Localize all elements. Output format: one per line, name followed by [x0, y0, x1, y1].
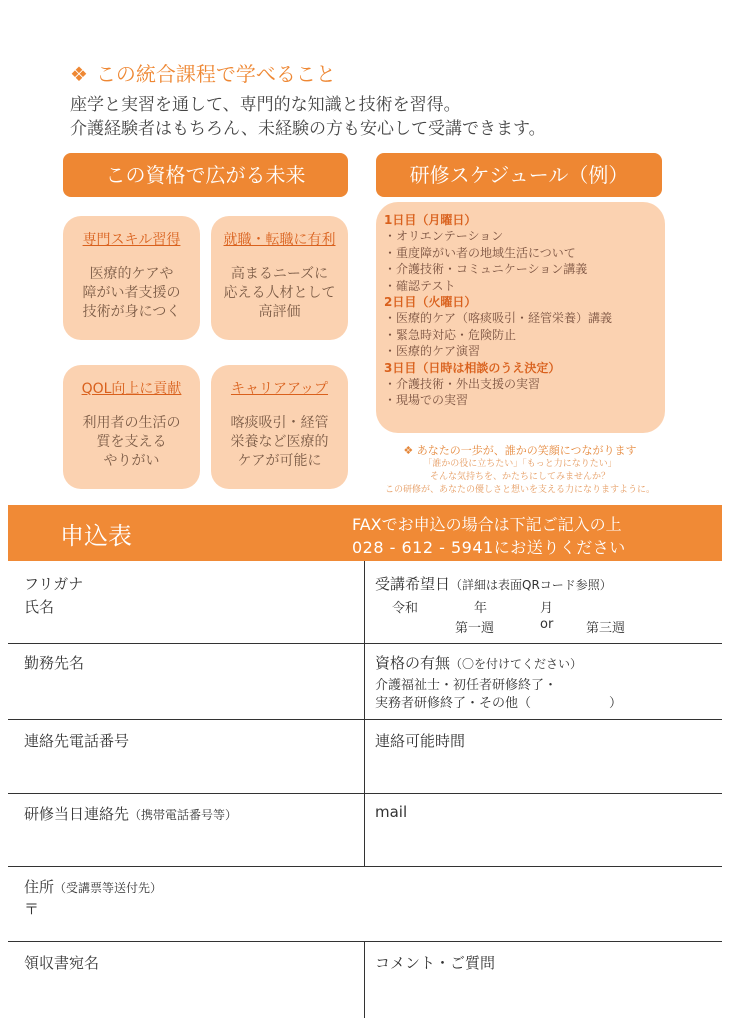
qualification-note: （〇を付けてください）	[450, 657, 583, 671]
qualification-options-2: 実務者研修終了・その他（ ）	[375, 696, 623, 711]
diamond-icon: ❖	[403, 444, 417, 457]
postal-mark: 〒	[24, 900, 40, 918]
week3-option: 第三週	[586, 621, 626, 636]
address-text: 住所	[24, 878, 55, 896]
intro-line-1: 座学と実習を通して、専門的な知識と技術を習得。	[70, 95, 461, 115]
benefit-card	[211, 365, 348, 489]
intro-title	[70, 58, 336, 87]
card-title: 就職・転職に有利	[223, 232, 336, 248]
future-header: この資格で広がる未来	[63, 153, 348, 197]
address-note: （受講票等送付先）	[54, 881, 163, 895]
schedule-item: ・オリエンテーション	[384, 229, 504, 243]
schedule-item: ・緊急時対応・危険防止	[384, 327, 517, 342]
card-body: 利用者の生活の 質を支える やりがい	[82, 415, 181, 469]
card-body: 高まるニーズに 応える人材として 高評価	[223, 266, 336, 320]
intro-line-2: 介護経験者はもちろん、未経験の方も安心して受講できます。	[70, 119, 546, 139]
day3-title: 3日目（日時は相談のうえ決定）	[384, 360, 561, 375]
era-label: 令和	[392, 601, 419, 616]
card-title: QOL向上に貢献	[81, 381, 182, 397]
address-label	[24, 876, 162, 897]
schedule-item: ・介護技術・コミュニケーション講義	[384, 262, 588, 276]
schedule-item: ・介護技術・外出支援の実習	[384, 376, 541, 391]
day-contact-label	[24, 803, 237, 824]
comment-label: コメント・ご質問	[375, 954, 496, 972]
schedule-header: 研修スケジュール（例）	[376, 153, 662, 197]
fax-number: 028 - 612 - 5941にお送りください	[352, 538, 626, 557]
desired-date-note: （詳細は表面QRコード参照）	[450, 578, 612, 592]
diamond-icon: ❖	[70, 62, 88, 86]
day-contact-note: （携帯電話番号等）	[129, 808, 238, 822]
row-divider	[8, 866, 722, 867]
message-head	[360, 442, 680, 458]
month-label: 月	[540, 601, 554, 616]
message-line: そんな気持ちを、かたちにしてみませんか？	[429, 472, 610, 482]
benefit-card	[63, 216, 200, 340]
card-body: 喀痰吸引・経管 栄養など医療的 ケアが可能に	[230, 415, 329, 469]
card-body: 医療的ケアや 障がい者支援の 技術が身につく	[82, 266, 181, 320]
day1-title: 1日目（月曜日）	[384, 213, 477, 227]
row-divider	[8, 941, 722, 942]
furigana-label: フリガナ	[24, 575, 84, 593]
benefit-card	[211, 216, 348, 340]
fax-instruction: FAXでお申込の場合は下記ご記入の上	[352, 515, 622, 534]
row-divider	[8, 643, 722, 644]
desired-date-label	[375, 573, 612, 594]
qualification-options-1: 介護福祉士・初任者研修終了・	[375, 678, 558, 693]
schedule-box	[376, 202, 665, 433]
phone-label: 連絡先電話番号	[24, 732, 130, 750]
day2-title: 2日目（火曜日）	[384, 295, 477, 309]
card-title: 専門スキル習得	[82, 232, 181, 248]
qualification-text: 資格の有無	[375, 654, 451, 672]
available-time-label: 連絡可能時間	[375, 732, 466, 750]
card-title: キャリアアップ	[230, 381, 329, 397]
desired-date-text: 受講希望日	[375, 575, 451, 593]
message-line: 「誰かの役に立ちたい」「もっと力になりたい」	[423, 459, 617, 469]
row-divider	[8, 793, 722, 794]
column-divider	[364, 561, 365, 866]
form-title: 申込表	[60, 522, 132, 550]
schedule-item: ・確認テスト	[384, 278, 456, 293]
qualification-label	[375, 652, 582, 673]
workplace-label: 勤務先名	[24, 654, 85, 672]
schedule-item: ・医療的ケア演習	[384, 344, 481, 358]
mail-label: mail	[375, 803, 408, 821]
schedule-item: ・現場での実習	[384, 393, 469, 407]
column-divider	[364, 941, 365, 1018]
or-label: or	[540, 617, 554, 632]
schedule-item: ・医療的ケア（喀痰吸引・経管栄養）講義	[384, 311, 613, 325]
benefit-card	[63, 365, 200, 489]
day-contact-text: 研修当日連絡先	[24, 805, 130, 823]
year-label: 年	[474, 601, 488, 616]
schedule-item: ・重度障がい者の地域生活について	[384, 245, 576, 260]
intro-title-text: この統合課程で学べること	[95, 62, 336, 86]
receipt-label: 領収書宛名	[24, 954, 100, 972]
message-head-text: あなたの一歩が、誰かの笑顔につながります	[416, 444, 637, 457]
row-divider	[8, 719, 722, 720]
week1-option: 第一週	[455, 621, 495, 636]
name-label: 氏名	[24, 598, 55, 616]
message-line: この研修が、あなたの優しさと想いを支える力になりますように。	[384, 485, 655, 495]
